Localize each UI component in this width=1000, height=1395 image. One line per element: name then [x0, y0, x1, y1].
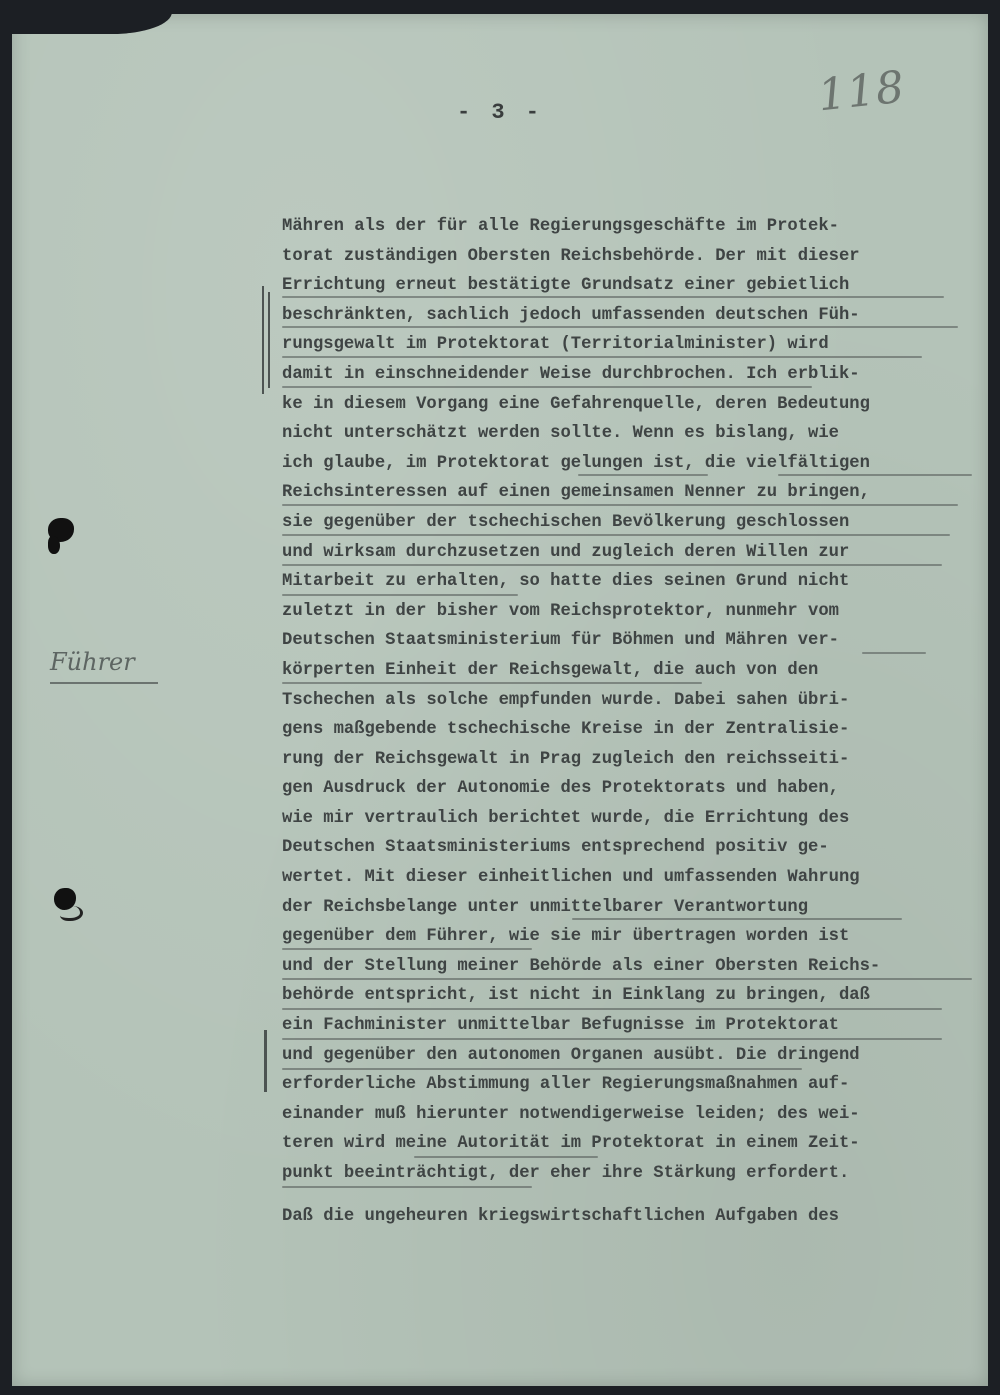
margin-mark	[268, 292, 270, 388]
text-line: wie mir vertraulich berichtet wurde, die Errichtung des	[282, 808, 850, 828]
text-line: rungsgewalt im Protektorat (Territorialminister) wird	[282, 335, 829, 355]
text-line: und wirksam durchzusetzen und zugleich deren Willen zur	[282, 542, 850, 562]
text-line: torat zuständigen Obersten Reichsbehörde. Der mit dieser	[282, 246, 860, 266]
text-line: behörde entspricht, ist nicht in Einklang zu bringen, daß	[282, 986, 870, 1006]
handwritten-margin-note: Führer	[50, 648, 158, 684]
text-line: ich glaube, im Protektorat gelungen ist, die vielfältigen	[282, 453, 870, 473]
page-number: - 3 -	[456, 100, 543, 125]
text-line: Mitarbeit zu erhalten, so hatte dies seinen Grund nicht	[282, 572, 850, 592]
torn-corner	[12, 0, 172, 34]
text-line: Reichsinteressen auf einen gemeinsamen Nenner zu bringen,	[282, 483, 870, 503]
text-line: und der Stellung meiner Behörde als einer Obersten Reichs-	[282, 956, 881, 976]
text-line: und gegenüber den autonomen Organen ausübt. Die dringend	[282, 1045, 860, 1065]
text-line: gens maßgebende tschechische Kreise in der Zentralisie-	[282, 720, 850, 740]
text-line: Deutschen Staatsministeriums entsprechend positiv ge-	[282, 838, 829, 858]
next-paragraph-line: Daß die ungeheuren kriegswirtschaftlichen Aufgaben des	[282, 1207, 839, 1226]
punch-hole-mark	[48, 536, 60, 554]
text-line: wertet. Mit dieser einheitlichen und umfassenden Wahrung	[282, 868, 860, 888]
text-line: Errichtung erneut bestätigte Grundsatz einer gebietlich	[282, 276, 850, 296]
body-text	[282, 212, 1000, 1189]
text-line: der Reichsbelange unter unmittelbarer Verantwortung	[282, 897, 809, 917]
text-line: einander muß hierunter notwendigerweise leiden; des wei-	[282, 1104, 860, 1124]
text-line: Tschechen als solche empfunden wurde. Dabei sahen übri-	[282, 690, 850, 710]
text-line: beschränkten, sachlich jedoch umfassenden deutschen Füh-	[282, 305, 860, 325]
margin-mark	[262, 286, 264, 394]
text-line: gegenüber dem Führer, wie sie mir übertragen worden ist	[282, 927, 850, 947]
text-line: gen Ausdruck der Autonomie des Protektorats und haben,	[282, 779, 839, 799]
text-line: teren wird meine Autorität im Protektorat in einem Zeit-	[282, 1134, 860, 1154]
margin-mark	[264, 1030, 267, 1092]
text-line: ein Fachminister unmittelbar Befugnisse im Protektorat	[282, 1016, 839, 1036]
text-line: punkt beeinträchtigt, der eher ihre Stärkung erfordert.	[282, 1164, 850, 1183]
text-line: Deutschen Staatsministerium für Böhmen und Mähren ver-	[282, 631, 839, 651]
text-line: Mähren als der für alle Regierungsgeschäfte im Protek-	[282, 217, 839, 236]
text-line: erforderliche Abstimmung aller Regierungsmaßnahmen auf-	[282, 1075, 850, 1095]
text-line: nicht unterschätzt werden sollte. Wenn es bislang, wie	[282, 424, 839, 444]
text-line: rung der Reichsgewalt in Prag zugleich den reichsseiti-	[282, 749, 850, 769]
text-line: sie gegenüber der tschechischen Bevölkerung geschlossen	[282, 512, 850, 532]
text-line: ke in diesem Vorgang eine Gefahrenquelle, deren Bedeutung	[282, 394, 870, 414]
text-line: damit in einschneidender Weise durchbrochen. Ich erblik-	[282, 364, 860, 384]
text-line: körperten Einheit der Reichsgewalt, die auch von den	[282, 660, 819, 680]
handwritten-folio-number: 118	[815, 61, 908, 122]
text-line: zuletzt in der bisher vom Reichsprotektor, nunmehr vom	[282, 601, 839, 621]
